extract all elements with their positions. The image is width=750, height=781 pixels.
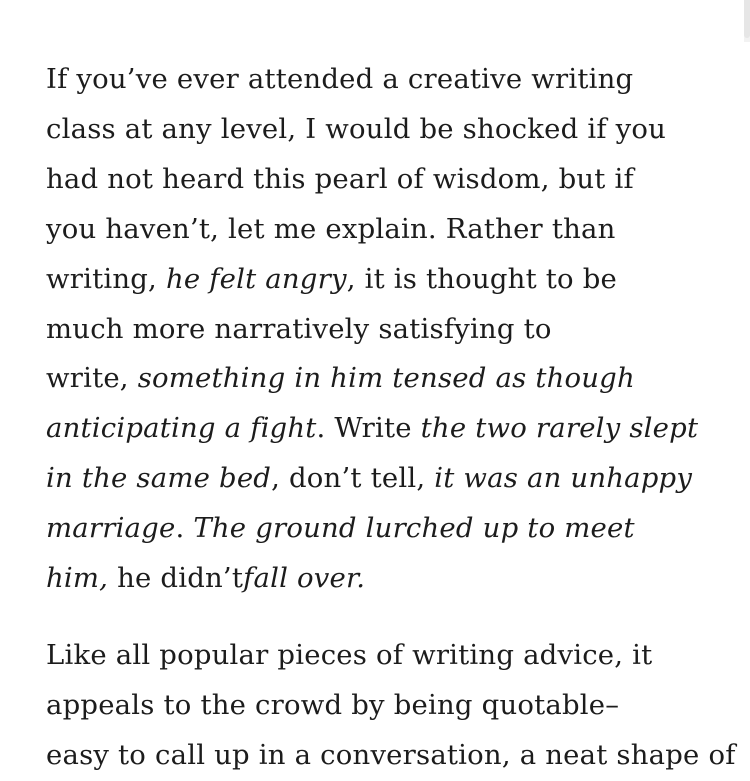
text-line [46, 404, 716, 454]
text-line [46, 255, 716, 305]
text-line: much more narratively satisfying to [46, 312, 552, 345]
text-line [46, 354, 716, 404]
text-line [46, 454, 716, 504]
text-run: . [175, 512, 194, 545]
italic-example: him, [46, 562, 109, 595]
text-line: easy to call up in a conversation, a neat shape of [46, 738, 736, 771]
italic-example: something in him tensed as though [137, 362, 635, 395]
text-line: Like all popular pieces of writing advice, it [46, 638, 653, 671]
text-run: , don’t tell, [271, 462, 435, 495]
italic-example: marriage [46, 512, 176, 545]
text-run: . Write [316, 412, 421, 445]
text-line: had not heard this pearl of wisdom, but if [46, 162, 634, 195]
text-line: you haven’t, let me explain. Rather than [46, 212, 616, 245]
italic-example: in the same bed [46, 462, 272, 495]
article-body [46, 55, 736, 781]
italic-example: the two rarely slept [420, 412, 699, 445]
text-line: appeals to the crowd by being quotable– [46, 688, 620, 721]
text-line [46, 504, 716, 554]
text-line: If you’ve ever attended a creative writing [46, 63, 634, 95]
scrollbar-thumb[interactable] [744, 0, 750, 38]
text-run: he didn’t [108, 562, 244, 595]
italic-example: fall over. [243, 562, 366, 595]
text-line [46, 554, 716, 604]
text-run: , it is thought to be [346, 262, 617, 295]
paragraph-2 [46, 631, 736, 781]
text-run: write, [46, 362, 138, 395]
text-line: class at any level, I would be shocked if you [46, 112, 667, 145]
italic-example: anticipating a fight [46, 412, 317, 445]
paragraph-1 [46, 55, 716, 604]
italic-example: The ground lurched up to meet [193, 512, 635, 545]
italic-example: he felt angry [165, 262, 347, 295]
text-run: writing, [46, 262, 166, 295]
scrollbar-track[interactable] [744, 0, 750, 42]
italic-example: it was an unhappy [434, 462, 693, 495]
